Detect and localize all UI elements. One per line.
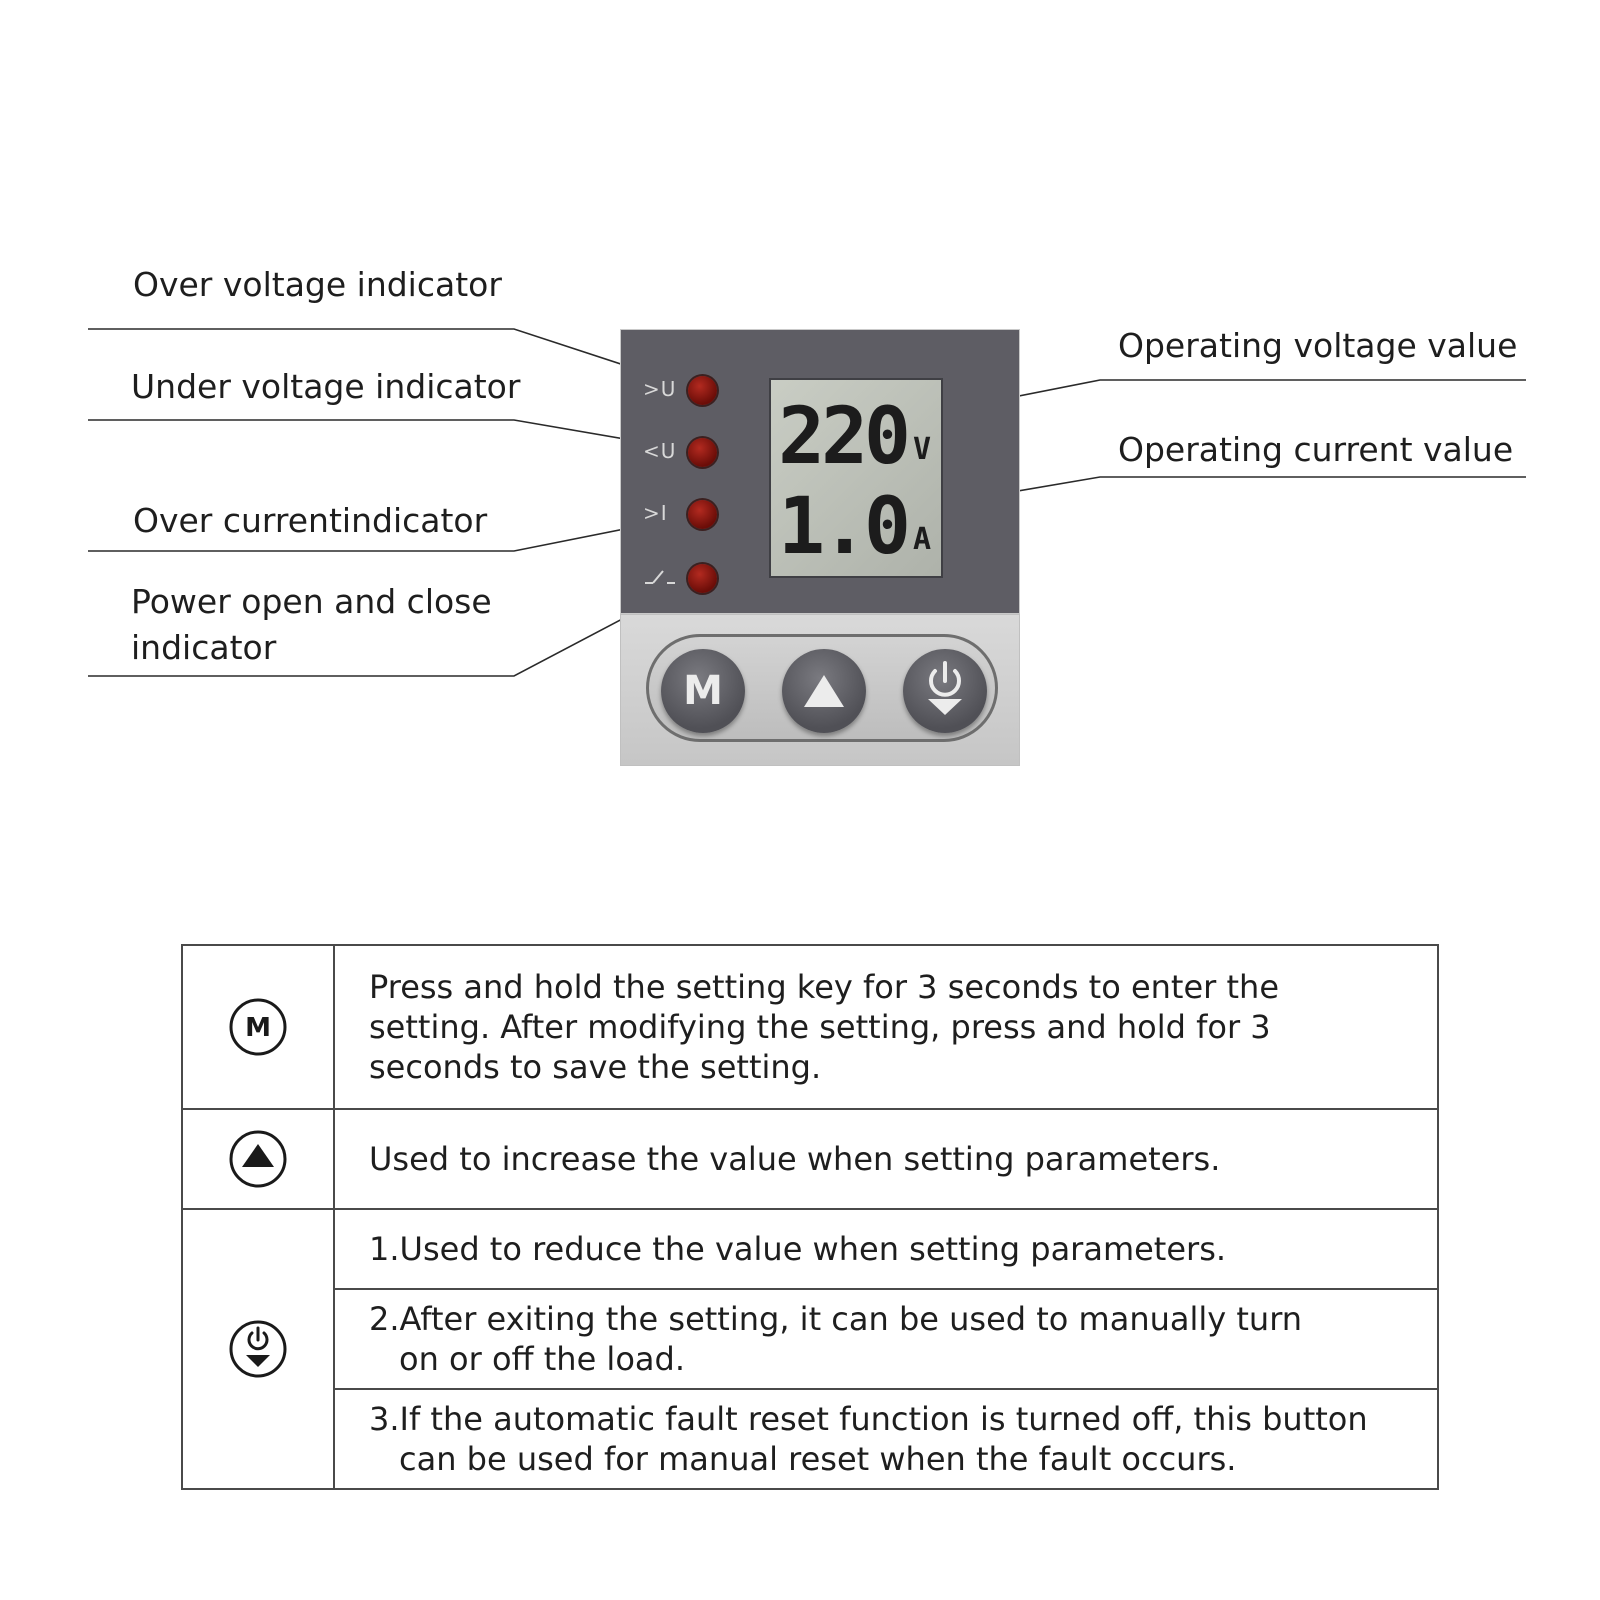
item-text: After exiting the setting, it can be used to manually turn: [399, 1300, 1303, 1338]
key-function-table: [181, 944, 1439, 1490]
callout-under-voltage: Under voltage indicator: [131, 367, 521, 406]
callout-over-voltage: Over voltage indicator: [133, 265, 502, 304]
leader-under-voltage: [88, 420, 700, 452]
table-row-power-key-2: [182, 1289, 1438, 1389]
m-icon-letter: M: [245, 1013, 271, 1043]
lcd-current-value: 1.0: [778, 482, 907, 572]
item-text-continued: on or off the load.: [399, 1340, 685, 1378]
item-text-continued: can be used for manual reset when the fault occurs.: [399, 1440, 1237, 1478]
m-setting-button[interactable]: [661, 649, 745, 733]
power-key-icon-cell: [182, 1209, 334, 1489]
led-under-voltage: [643, 437, 723, 469]
led-over-current: [643, 499, 723, 531]
item-number: 1.: [369, 1230, 400, 1268]
callout-operating-voltage: Operating voltage value: [1118, 326, 1518, 365]
up-button[interactable]: [782, 649, 866, 733]
power-key-item-2: [334, 1289, 1438, 1389]
led-over-current-light: [688, 500, 717, 529]
power-down-circle-icon: [228, 1319, 288, 1379]
lcd-current-unit: A: [912, 522, 931, 557]
m-button-label: M: [683, 668, 723, 714]
table-row-power-key-1: [182, 1209, 1438, 1289]
m-circle-icon: [228, 997, 288, 1057]
item-number: 2.: [369, 1300, 400, 1338]
led-over-voltage: [643, 375, 723, 407]
item-text: If the automatic fault reset function is turned off, this button: [399, 1400, 1368, 1438]
lcd-screen: [769, 378, 943, 578]
up-triangle-circle-icon: [228, 1129, 288, 1189]
table-row-power-key-3: [182, 1389, 1438, 1489]
led-under-voltage-light: [688, 438, 717, 467]
lcd-voltage-unit: V: [912, 432, 931, 467]
m-key-icon-cell: [182, 945, 334, 1109]
power-key-item-1: [334, 1209, 1438, 1289]
power-key-item-3: [334, 1389, 1438, 1489]
led-label-over-current: >I: [643, 501, 668, 525]
item-number: 3.: [369, 1400, 400, 1438]
table-row-up-key: [182, 1109, 1438, 1209]
item-text: Used to reduce the value when setting parameters.: [399, 1230, 1227, 1268]
up-triangle-icon: [802, 673, 846, 709]
callout-power-open-close: Power open and close indicator: [131, 582, 492, 667]
switch-symbol-icon: [643, 565, 687, 594]
lcd-voltage-value: 220: [778, 392, 907, 482]
led-over-voltage-light: [688, 376, 717, 405]
m-key-description: Press and hold the setting key for 3 seconds to enter the setting. After modifying the setting, press and hold for 3 seconds to save the setting.: [334, 945, 1438, 1109]
up-key-description: Used to increase the value when setting parameters.: [334, 1109, 1438, 1209]
button-tray: [646, 634, 998, 742]
led-power-switch-light: [688, 564, 717, 593]
power-down-icon: [920, 659, 970, 723]
protector-device: [620, 329, 1020, 766]
led-label-over-voltage: >U: [643, 377, 677, 401]
led-label-under-voltage: <U: [643, 439, 677, 463]
callout-operating-current: Operating current value: [1118, 430, 1514, 469]
up-key-icon-cell: [182, 1109, 334, 1209]
callout-over-current: Over currentindicator: [133, 501, 488, 540]
led-power-switch: [643, 563, 723, 595]
power-down-button[interactable]: [903, 649, 987, 733]
device-display-panel: [620, 329, 1020, 614]
table-row-m-key: [182, 945, 1438, 1109]
